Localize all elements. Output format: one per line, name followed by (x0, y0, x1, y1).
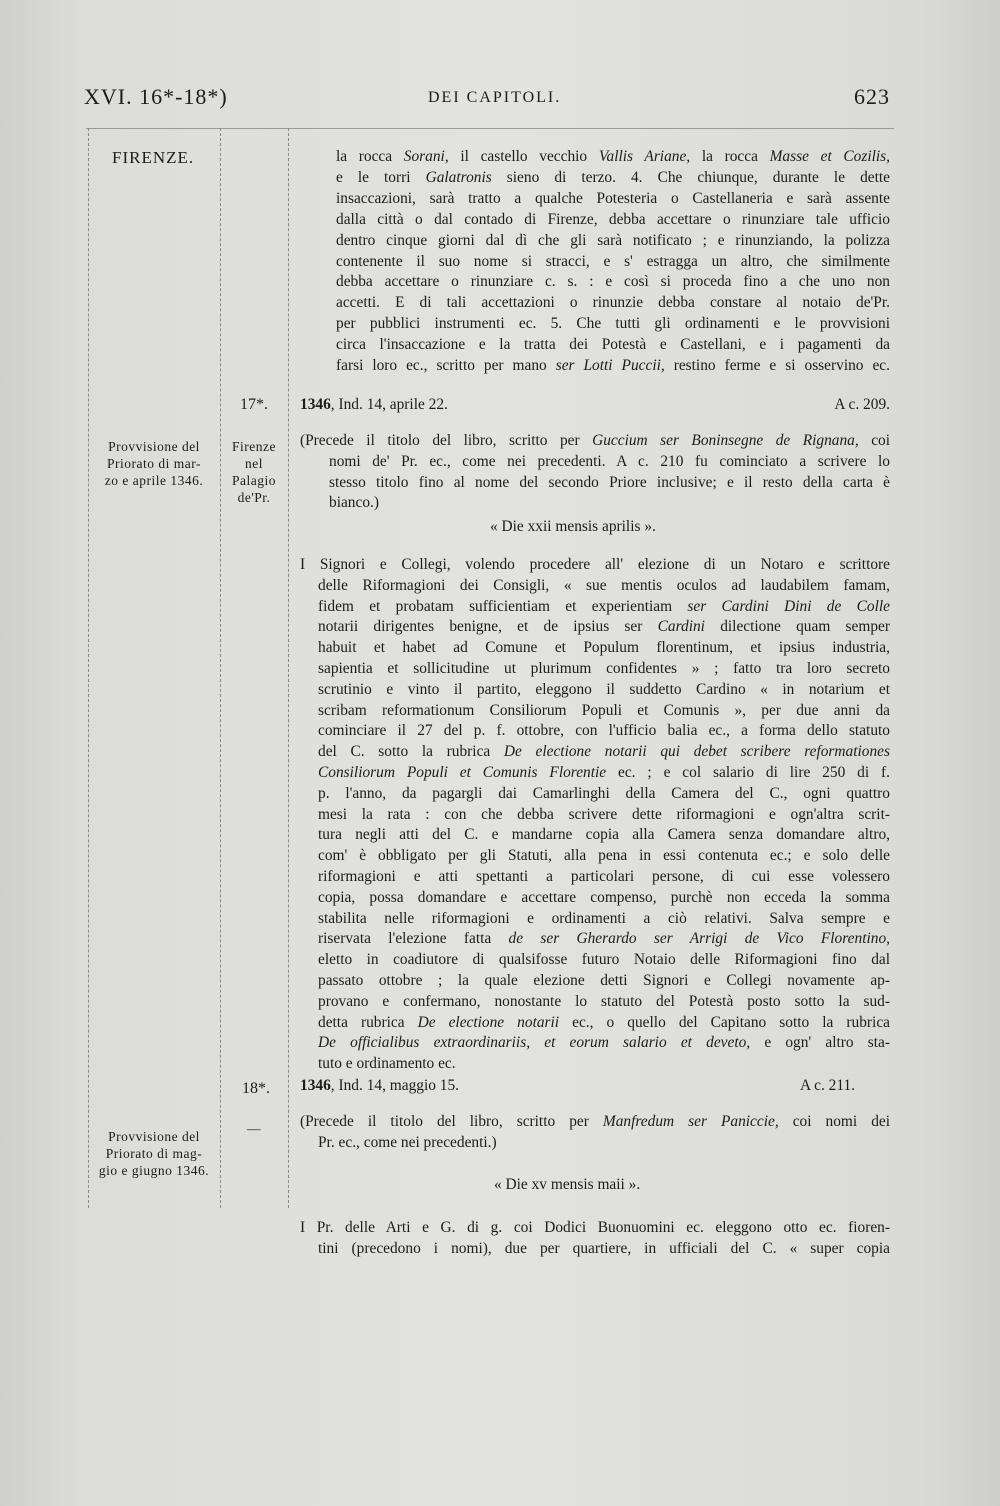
paragraph-line: (Precede il titolo del libro, scritto per Guccium ser Boninsegne de Rignana, coi (300, 432, 891, 449)
entry-17-incipit: « Die xxii mensis aprilis ». (490, 518, 656, 535)
entry-17-place-line: de'Pr. (237, 490, 271, 505)
paragraph-line: De officialibus extraordinariis, et eorum salario et deveto, e ogn' altro sta- (318, 1034, 890, 1052)
paragraph-line: tura negli atti del C. e mandarne copia alla Camera senza domandare altro, (318, 826, 890, 844)
paragraph-line: scribam reformationum Consiliorum Populi et Comunis », per due anni da (318, 701, 890, 719)
paragraph-line: tuto e ordinamento ec. (318, 1055, 456, 1073)
paragraph-line: bianco.) (329, 494, 379, 512)
margin-location: FIRENZE. (112, 148, 195, 167)
entry-18-place: — (247, 1121, 261, 1136)
margin-rule-right (288, 128, 289, 1208)
paragraph-line: eletto in coadiutore di qualsifosse futuro Notaio delle Riformagioni fino dal (318, 951, 890, 969)
paragraph-line: accetti. E di tali accettazioni o rinunzie debba constare al notaio de'Pr. (336, 294, 890, 312)
paragraph-line: mesi la rata : con che debba scrivere dette riformagioni e ogn'altra scrit- (318, 805, 890, 823)
paragraph-line: stabilita nelle riformagioni e ordinamenti a ciò relativi. Salva sempre e (318, 909, 890, 927)
entry-17-heading-line: zo e aprile 1346. (104, 473, 204, 488)
header-rule (86, 128, 894, 129)
paragraph-line: stesso titolo fino al nome del secondo Priore inclusive; e il resto della carta è (329, 473, 890, 491)
paragraph-line: detta rubrica De electione notarii ec., o quello del Capitano sotto la rubrica (318, 1013, 890, 1031)
running-head-section: XVI. 16*-18*) (84, 84, 228, 109)
paragraph-line: notarii dirigentes benigne, et de ipsius ser Cardini dilectione quam semper (318, 618, 890, 636)
paragraph-line: habuit et habet ad Comune et Populum florentinum, et ipsius industria, (318, 639, 890, 657)
paragraph-line: contenente il suo nome si stracci, e s' estragga un altro, che similmente (336, 252, 890, 270)
entry-18-heading-line: Priorato di mag- (105, 1146, 203, 1161)
paragraph-line: Consiliorum Populi et Comunis Florentie ec. ; e col salario di lire 250 di f. (318, 764, 891, 781)
paragraph-line: copia, possa domandare e accettare compenso, purchè non ecceda la somma (318, 888, 890, 906)
entry-17-heading (89, 438, 219, 489)
entry-17-place-line: Palagio (232, 473, 276, 488)
paragraph-line: farsi loro ec., scritto per mano ser Lotti Puccii, restino ferme e si osservino ec. (336, 357, 890, 374)
paragraph-line: (Precede il titolo del libro, scritto per Manfredum ser Paniccie, coi nomi dei (300, 1113, 891, 1130)
entry-17-heading-line: Provvisione del (108, 439, 200, 454)
paragraph-line: e le torri Galatronis sieno di terzo. 4. Che chiunque, durante le dette (336, 168, 890, 186)
paragraph-line: com' è obbligato per gli Statuti, alla pena in essi contenuta ec.; e solo delle (318, 847, 890, 865)
paragraph-line: delle Riformagioni dei Consigli, « sue mentis oculos ad laudabilem famam, (318, 576, 890, 594)
paragraph-line: Pr. ec., come nei precedenti.) (318, 1133, 497, 1151)
paragraph-line: la rocca Sorani, il castello vecchio Vallis Ariane, la rocca Masse et Cozilis, (336, 148, 891, 165)
paragraph-line: nomi de' Pr. ec., come nei precedenti. A c. 210 fu cominciato a scrivere lo (329, 452, 890, 470)
entry-18-heading-line: gio e giugno 1346. (98, 1163, 210, 1178)
margin-rule-left (88, 128, 89, 1208)
entry-17-date: 1346, Ind. 14, aprile 22. (300, 396, 448, 413)
entry-18-heading-line: Provvisione del (108, 1129, 200, 1144)
paragraph-line: fidem et probatam sufficientiam et experientiam ser Cardini Dini de Colle (318, 597, 890, 615)
paragraph-line: tini (precedono i nomi), due per quartiere, in ufficiali del C. « super copia (318, 1239, 890, 1257)
margin-rule-middle (220, 128, 221, 1208)
paragraph-line: per pubblici instrumenti ec. 5. Che tutti gli ordinamenti e le provvisioni (336, 315, 890, 333)
entry-number-17: 17*. (240, 396, 268, 413)
paragraph-line: circa l'insaccazione e la tratta dei Potestà e Castellani, e i pagamenti da (336, 336, 890, 354)
paragraph-line: cominciare il 27 del p. f. ottobre, con l'ufficio balia ec., a forma dello statuto (318, 722, 890, 740)
paragraph-line: passato ottobre ; la quale elezione detti Signori e Collegi novamente ap- (318, 972, 890, 989)
entry-18-folio: A c. 211. (800, 1077, 856, 1094)
paragraph-line: dalla città o dal contado di Firenze, debba accettare o rinunziare tale ufficio (336, 210, 890, 228)
entry-17-place-line: Firenze (232, 439, 276, 454)
running-head-title: DEI CAPITOLI. (428, 89, 562, 106)
entry-17-place-line: nel (245, 456, 263, 471)
paragraph-line: del C. sotto la rubrica De electione notarii qui debet scribere reformationes (318, 743, 890, 761)
paragraph-line: riservata l'elezione fatta de ser Gherardo ser Arrigi de Vico Florentino, (318, 930, 890, 948)
paragraph-line: debba accettare o rinunziare c. s. : e così si proceda fino a che uno non (336, 273, 890, 291)
paragraph-line: riformagioni e atti spettanti a particolari persone, di cui esse volessero (318, 868, 890, 885)
entry-18-date: 1346, Ind. 14, maggio 15. (300, 1077, 460, 1094)
entry-17-folio: A c. 209. (834, 396, 890, 413)
page-number: 623 (854, 84, 890, 109)
entry-18-incipit: « Die xv mensis maii ». (494, 1176, 641, 1193)
entry-17-place (222, 438, 286, 506)
entry-18-heading (89, 1128, 219, 1179)
paragraph-line: I Pr. delle Arti e G. di g. coi Dodici Buonuomini ec. eleggono otto ec. fioren- (300, 1219, 890, 1236)
entry-17-heading-line: Priorato di mar- (107, 456, 201, 471)
paragraph-line: insaccazioni, sarà tratto a qualche Potesteria o Castellaneria e sarà assente (336, 189, 890, 207)
paragraph-line: sapientia et sollicitudine ut plurimum confidentes » ; fatto tra loro secreto (318, 660, 890, 677)
paragraph-line: dentro cinque giorni dal dì che gli sarà notificato ; e rinunziando, la polizza (336, 231, 890, 249)
paragraph-line: p. l'anno, da pagargli dai Camarlinghi della Camera del C., ogni quattro (318, 784, 890, 802)
entry-number-18: 18*. (242, 1080, 270, 1097)
paragraph-line: provano e confermano, nonostante lo statuto del Potestà posto sotto la sud- (318, 992, 890, 1010)
paragraph-line: I Signori e Collegi, volendo procedere all' elezione di un Notaro e scrittore (300, 556, 890, 573)
paragraph-line: scrutinio e vinto il partito, eleggono il suddetto Cardino « in notarium et (318, 680, 890, 698)
